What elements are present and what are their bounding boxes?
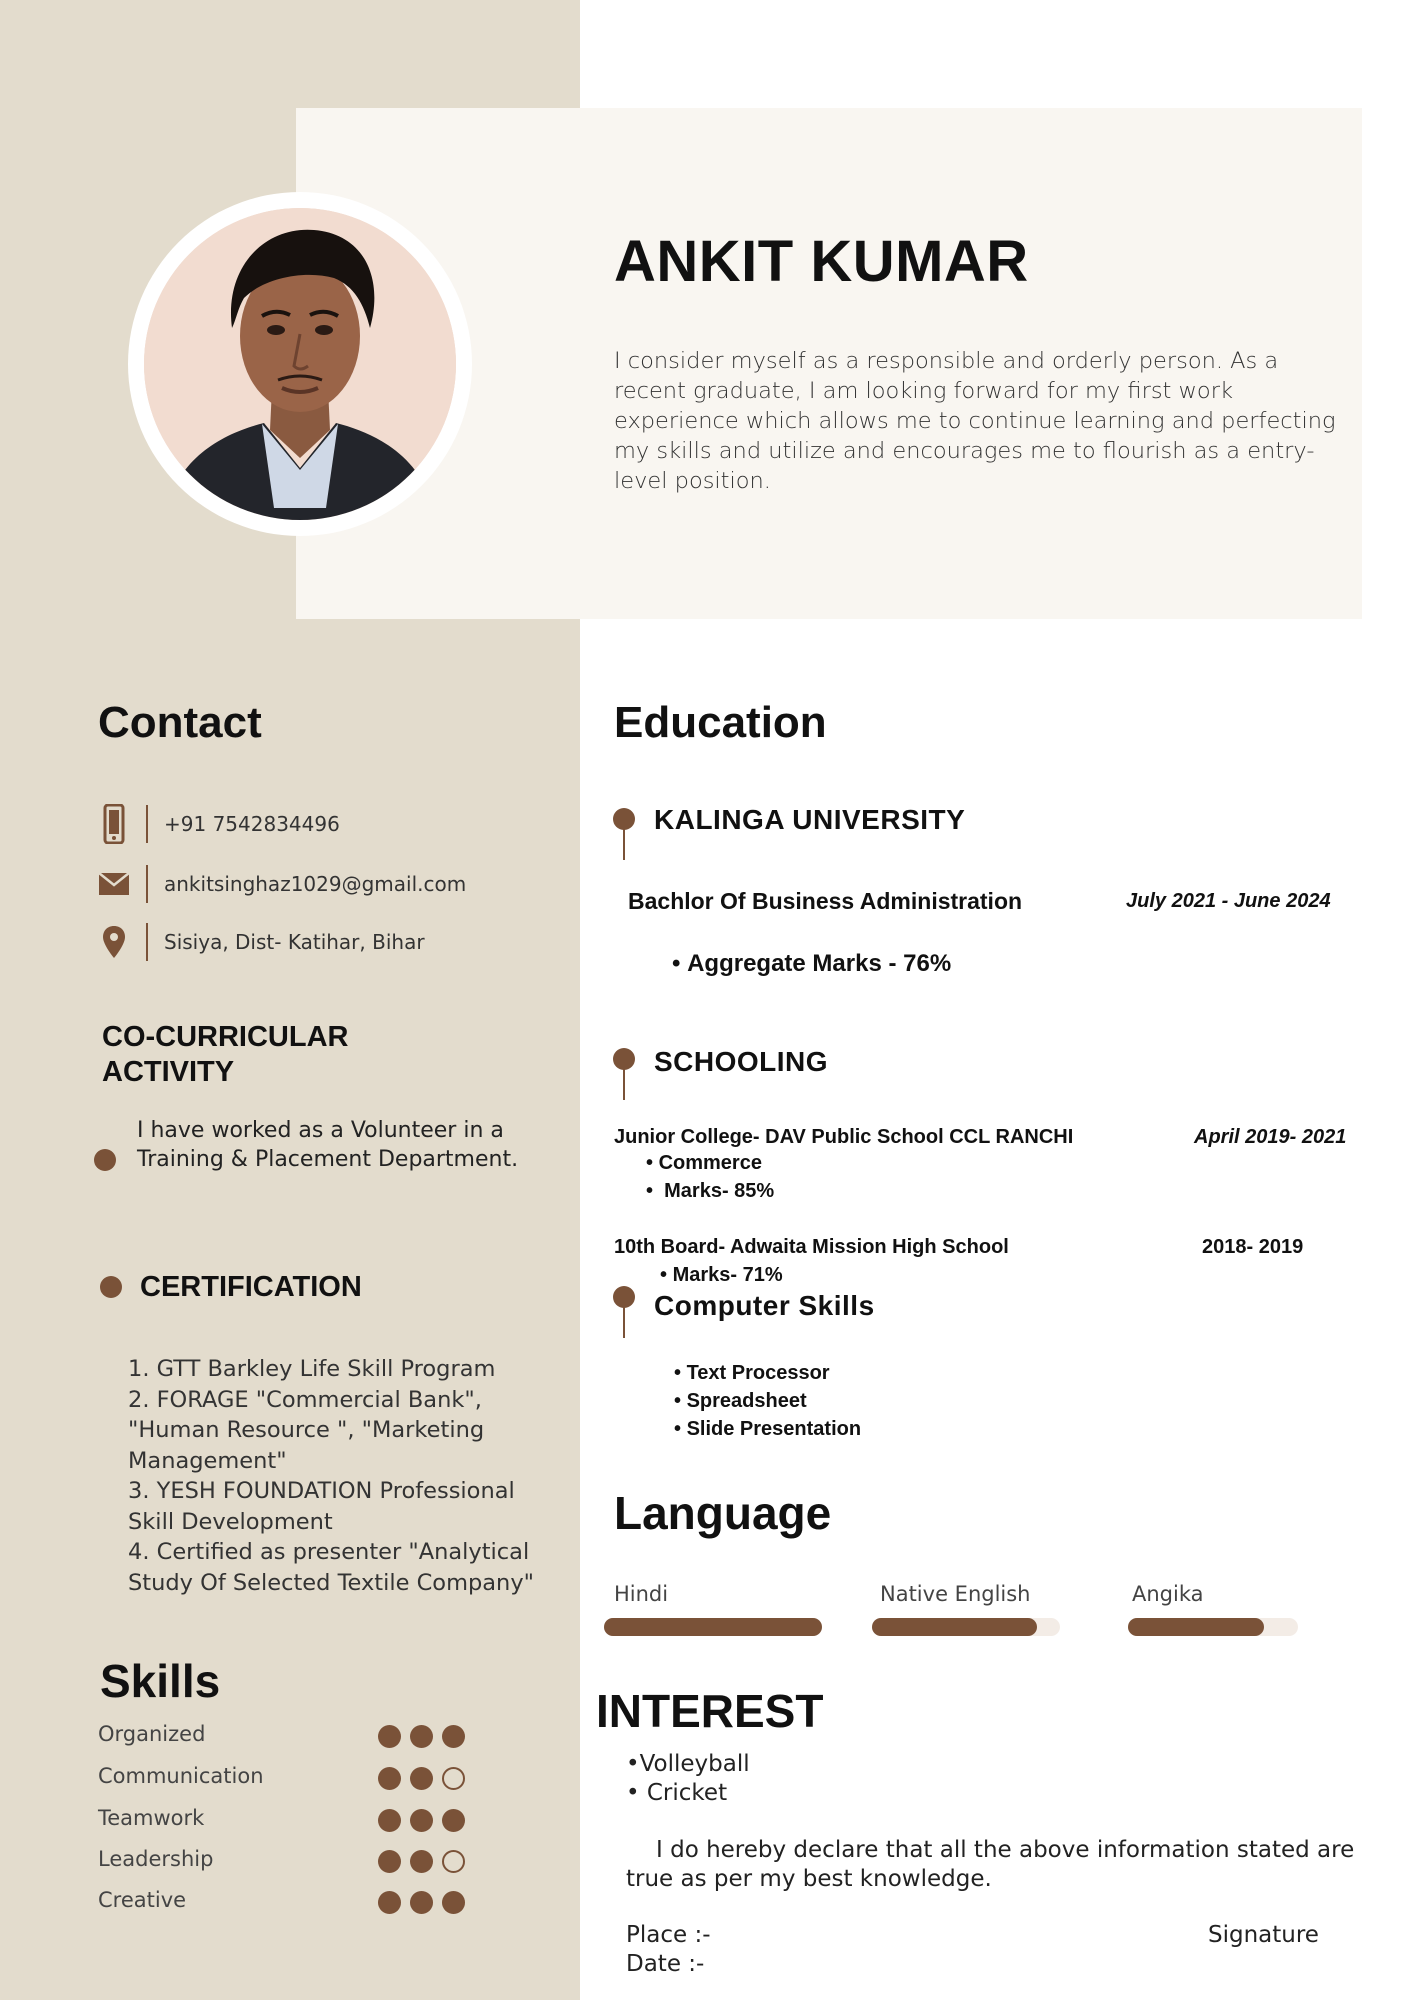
contact-separator — [146, 865, 148, 903]
language-label: Angika — [1132, 1582, 1204, 1606]
skill-level-filled-dot — [410, 1891, 433, 1914]
language-proficiency-fill — [1128, 1618, 1264, 1636]
phone-icon — [96, 804, 132, 844]
skill-level-empty-dot — [442, 1850, 465, 1873]
email-icon — [96, 864, 132, 904]
language-proficiency-fill — [872, 1618, 1037, 1636]
interest-item: • Cricket — [626, 1780, 728, 1806]
computer-skill-text: Slide Presentation — [686, 1418, 862, 1440]
computer-skill-item — [674, 1416, 861, 1443]
contact-email-row — [96, 862, 466, 906]
language-label: Hindi — [614, 1582, 669, 1606]
certification-line: Skill Development — [128, 1508, 333, 1535]
skill-level-filled-dot — [410, 1809, 433, 1832]
junior-college-dates: April 2019- 2021 — [1194, 1126, 1347, 1148]
skill-level-empty-dot — [442, 1767, 465, 1790]
language-proficiency-bar — [604, 1618, 822, 1636]
candidate-name: ANKIT KUMAR — [614, 229, 1029, 294]
language-label: Native English — [880, 1582, 1031, 1606]
cocurricular-title-line1: CO-CURRICULAR — [102, 1021, 349, 1053]
tenth-board-dates: 2018- 2019 — [1202, 1236, 1304, 1258]
skill-label: Leadership — [98, 1847, 214, 1871]
bullet-glyph: • — [674, 1362, 687, 1384]
contact-phone-row — [96, 802, 340, 846]
junior-college-name: Junior College- DAV Public School CCL RANCHI — [614, 1126, 1074, 1148]
profile-photo — [144, 208, 456, 520]
tenth-marks: Marks- 71% — [672, 1264, 783, 1286]
tenth-board-name: 10th Board- Adwaita Mission High School — [614, 1236, 1009, 1258]
skill-level-filled-dot — [442, 1809, 465, 1832]
language-proficiency-bar — [872, 1618, 1060, 1636]
skills-title: Skills — [100, 1655, 221, 1707]
computer-skills-title: Computer Skills — [654, 1290, 875, 1321]
skill-row — [98, 1764, 478, 1794]
certification-line: "Human Resource ", "Marketing — [128, 1417, 485, 1443]
certification-line: 1. GTT Barkley Life Skill Program — [128, 1356, 496, 1382]
junior-stream-item — [646, 1150, 762, 1177]
contact-separator — [146, 923, 148, 961]
bullet-glyph: • — [674, 1418, 687, 1440]
skill-level-filled-dot — [410, 1767, 433, 1790]
aggregate-marks: Aggregate Marks - 76% — [687, 950, 952, 977]
cocurricular-title — [102, 1020, 348, 1090]
skill-level-filled-dot — [378, 1850, 401, 1873]
skill-label: Organized — [98, 1722, 206, 1746]
bullet-dot — [100, 1276, 122, 1298]
aggregate-marks-item — [672, 950, 951, 978]
tenth-marks-item — [660, 1262, 783, 1289]
place-label: Place :- — [626, 1922, 711, 1948]
skill-level-filled-dot — [410, 1725, 433, 1748]
date-label: Date :- — [626, 1951, 705, 1977]
skill-label: Creative — [98, 1888, 187, 1912]
certification-list — [128, 1354, 568, 1598]
interest-item: •Volleyball — [626, 1751, 750, 1777]
certification-line: 4. Certified as presenter "Analytical — [128, 1539, 530, 1565]
certification-line: Management" — [128, 1447, 287, 1474]
skill-level-filled-dot — [378, 1725, 401, 1748]
declaration-line1: I do hereby declare that all the above information stated are — [656, 1837, 1355, 1863]
contact-title: Contact — [98, 698, 262, 747]
bullet-glyph: • — [646, 1152, 659, 1174]
contact-address-row — [96, 920, 425, 964]
language-title: Language — [614, 1487, 832, 1539]
timeline-pin-icon — [613, 1048, 637, 1108]
schooling-title: SCHOOLING — [654, 1046, 829, 1077]
university-name: KALINGA UNIVERSITY — [654, 804, 966, 835]
bullet-glyph: • — [660, 1264, 673, 1286]
contact-separator — [146, 805, 148, 843]
bullet-glyph: • — [646, 1180, 665, 1202]
computer-skill-item — [674, 1360, 830, 1387]
profile-photo-frame — [128, 192, 472, 536]
degree-dates: July 2021 - June 2024 — [1126, 890, 1331, 912]
skill-level-filled-dot — [378, 1767, 401, 1790]
junior-stream: Commerce — [658, 1152, 762, 1174]
avatar-portrait — [144, 208, 456, 520]
email-address[interactable]: ankitsinghaz1029@gmail.com — [164, 872, 467, 896]
skill-row — [98, 1806, 478, 1836]
skill-level-filled-dot — [410, 1850, 433, 1873]
language-proficiency-fill — [604, 1618, 822, 1636]
language-proficiency-bar — [1128, 1618, 1298, 1636]
location-pin-icon — [96, 922, 132, 962]
skill-level-filled-dot — [378, 1891, 401, 1914]
skill-label: Communication — [98, 1764, 264, 1788]
profile-summary: I consider myself as a responsible and orderly person. As a recent graduate, I am looking forward for my first work experience which allows me to continue learning and perfecting my skills and utilize and encourages me to flourish as a entry-level position. — [614, 348, 1336, 494]
education-title: Education — [614, 698, 827, 747]
computer-skill-text: Spreadsheet — [686, 1390, 807, 1412]
cocurricular-text: I have worked as a Volunteer in a Training & Placement Department. — [137, 1118, 519, 1172]
cocurricular-title-line2: ACTIVITY — [102, 1056, 235, 1088]
skill-label: Teamwork — [98, 1806, 205, 1830]
skill-level-filled-dot — [442, 1891, 465, 1914]
skill-row — [98, 1722, 478, 1752]
certification-line: Study Of Selected Textile Company" — [128, 1569, 534, 1596]
skill-row — [98, 1847, 478, 1877]
junior-marks-item — [646, 1178, 774, 1205]
timeline-pin-icon — [613, 808, 637, 868]
interest-title: INTEREST — [596, 1685, 824, 1737]
skill-level-filled-dot — [442, 1725, 465, 1748]
certification-title: CERTIFICATION — [140, 1271, 362, 1303]
certification-line: 3. YESH FOUNDATION Professional — [128, 1478, 515, 1504]
signature-label: Signature — [1208, 1922, 1319, 1948]
certification-line: 2. FORAGE "Commercial Bank", — [128, 1386, 482, 1413]
phone-number[interactable]: +91 7542834496 — [164, 812, 340, 836]
declaration-line2: true as per my best knowledge. — [626, 1866, 992, 1892]
home-address: Sisiya, Dist- Katihar, Bihar — [164, 930, 425, 954]
computer-skill-text: Text Processor — [686, 1362, 830, 1384]
computer-skill-item — [674, 1388, 807, 1415]
timeline-pin-icon — [613, 1286, 637, 1346]
skill-level-filled-dot — [378, 1809, 401, 1832]
bullet-dot — [94, 1149, 116, 1171]
degree-name: Bachlor Of Business Administration — [628, 888, 1023, 914]
bullet-glyph: • — [674, 1390, 687, 1412]
junior-marks: Marks- 85% — [664, 1180, 775, 1202]
skill-row — [98, 1888, 478, 1918]
bullet-glyph: • — [672, 950, 688, 977]
